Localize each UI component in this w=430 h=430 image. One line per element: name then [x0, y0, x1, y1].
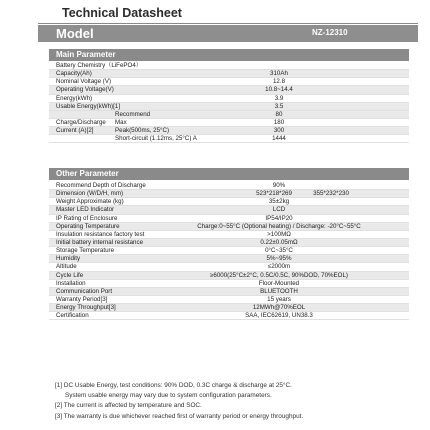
row-value: >100MΩ — [267, 230, 291, 238]
row-value: 0.22±0.05mΩ — [260, 238, 298, 246]
row-value: ≥6000(25°C±2°C, 0.5C/0.5C, 90%DOD, 70%EOL) — [210, 271, 348, 279]
other-parameter-table — [49, 182, 409, 320]
row-value: 90% — [272, 182, 286, 189]
row-value: 5%~95% — [266, 255, 292, 263]
row-label: Communication Port — [56, 287, 113, 295]
row-label: Energy(kWh) — [56, 94, 93, 102]
row-value: 35±2kg — [268, 198, 290, 206]
row-value: BLUETOOTH — [260, 287, 298, 295]
row-value: 310Ah — [270, 70, 288, 78]
row-label: Weight Approximate (kg) — [56, 198, 124, 206]
row-label: Dimension (W/D/H, mm) — [56, 190, 124, 198]
row-label: Short-circuit (1.12ms, 25°C) A — [115, 135, 197, 143]
table-row — [49, 247, 409, 255]
title-divider — [38, 23, 418, 24]
model-bar — [38, 25, 418, 42]
table-row — [49, 272, 409, 280]
row-label: Altitude — [56, 263, 77, 271]
row-value: Charge:0~55°C (Optional heating) / Discharge: -20°C~55°C — [197, 222, 361, 230]
row-label: Peak(500ms, 25°C) — [115, 127, 170, 135]
row-label: Recommend — [115, 110, 151, 118]
table-row — [49, 95, 409, 103]
table-row — [49, 304, 409, 312]
footnotes — [55, 381, 303, 422]
table-row — [49, 296, 409, 304]
row-label: Usable Energy(kWh)[1] — [56, 102, 120, 110]
table-row — [49, 280, 409, 288]
table-row — [49, 239, 409, 247]
table-row — [49, 312, 409, 320]
table-row — [49, 70, 409, 78]
row-value: 1444 — [272, 135, 286, 143]
table-row — [49, 182, 409, 190]
row-value: 523*218*269 — [256, 190, 292, 198]
row-label: Recommend Depth of Discharge — [56, 182, 146, 189]
row-value: 3.5 — [274, 102, 284, 110]
row-label: Humidity — [56, 255, 81, 263]
table-row — [49, 103, 409, 111]
row-value: Floor-Mounted — [258, 279, 300, 287]
main-parameter-header: Main Parameter — [49, 49, 409, 61]
row-label: Operating Temperature — [56, 222, 120, 230]
row-label: Cycle Life — [56, 271, 84, 279]
footnote-3: [3] The warranty is due whichever reached first of warranty period or energy throughput. — [55, 412, 304, 420]
row-value: 300 — [273, 127, 285, 135]
page-title: Technical Datasheet — [62, 6, 182, 20]
row-label: Battery Chemistry（LiFePO4） — [56, 62, 142, 69]
row-value: 3.9 — [274, 94, 284, 102]
charge-current-label: Charge/Discharge — [56, 118, 106, 126]
table-row — [49, 255, 409, 263]
table-row — [49, 215, 409, 223]
table-row — [49, 78, 409, 86]
row-value: ≤2000m — [267, 263, 291, 271]
table-row — [49, 288, 409, 296]
row-label: IP Rating of Enclosure — [56, 214, 118, 222]
row-label: Energy Throughput[3] — [56, 304, 116, 312]
other-parameter-header: Other Parameter — [49, 168, 409, 180]
charge-current-label-2: Current (A)[2] — [56, 126, 94, 134]
table-row — [49, 263, 409, 271]
table-row — [49, 62, 409, 70]
row-value: IP54/IP20 — [265, 214, 293, 222]
table-row — [49, 86, 409, 94]
row-label: Operating Voltage(V) — [56, 86, 114, 94]
footnote-2: [2] The current is affected by temperature and SOC. — [55, 402, 202, 410]
row-value: 180 — [273, 118, 285, 126]
row-label: Insulation resistance factory test — [56, 230, 145, 238]
row-label: Master LED Indicator — [56, 206, 115, 214]
row-label: Warranty Period[3] — [56, 295, 108, 303]
main-parameter-table — [49, 62, 409, 143]
row-value: 355*232*230 — [313, 190, 349, 198]
table-row — [49, 135, 409, 143]
table-row — [49, 127, 409, 135]
table-row — [49, 190, 409, 198]
table-row — [49, 206, 409, 214]
row-label: Certification — [56, 312, 89, 320]
row-value: 12.8 — [272, 78, 286, 86]
row-label: Capacity(Ah) — [56, 70, 92, 78]
row-value: 12MWh@70%EOL — [252, 304, 306, 312]
footnote-1: [1] DC Usable Energy, test conditions: 90% DOD, 0.3C charge & discharge at 25°C. — [55, 382, 292, 389]
model-value: NZ-12310 — [312, 28, 348, 37]
table-row — [49, 223, 409, 231]
row-value: SAA, IEC62619, UN38.3 — [245, 312, 313, 320]
table-row — [49, 111, 409, 119]
row-label: Storage Temperature — [56, 247, 115, 255]
model-label: Model — [56, 26, 94, 41]
row-value: 15 years — [267, 295, 291, 303]
table-row — [49, 198, 409, 206]
row-value: 10.8~14.4 — [265, 86, 293, 94]
row-label: Initial battery internal resistance — [56, 238, 144, 246]
footnote-1-cont: System usable energy may vary due to system configuration parameters. — [65, 392, 272, 400]
row-label: Installation — [56, 279, 86, 287]
row-value: LCD — [272, 206, 286, 214]
charge-current-group — [49, 111, 409, 144]
row-label: Nominal Voltage (V) — [56, 78, 112, 86]
row-value: 80 — [275, 110, 283, 118]
table-row — [49, 231, 409, 239]
row-label: Max — [115, 118, 127, 126]
row-value: 0°C~35°C — [265, 247, 293, 255]
